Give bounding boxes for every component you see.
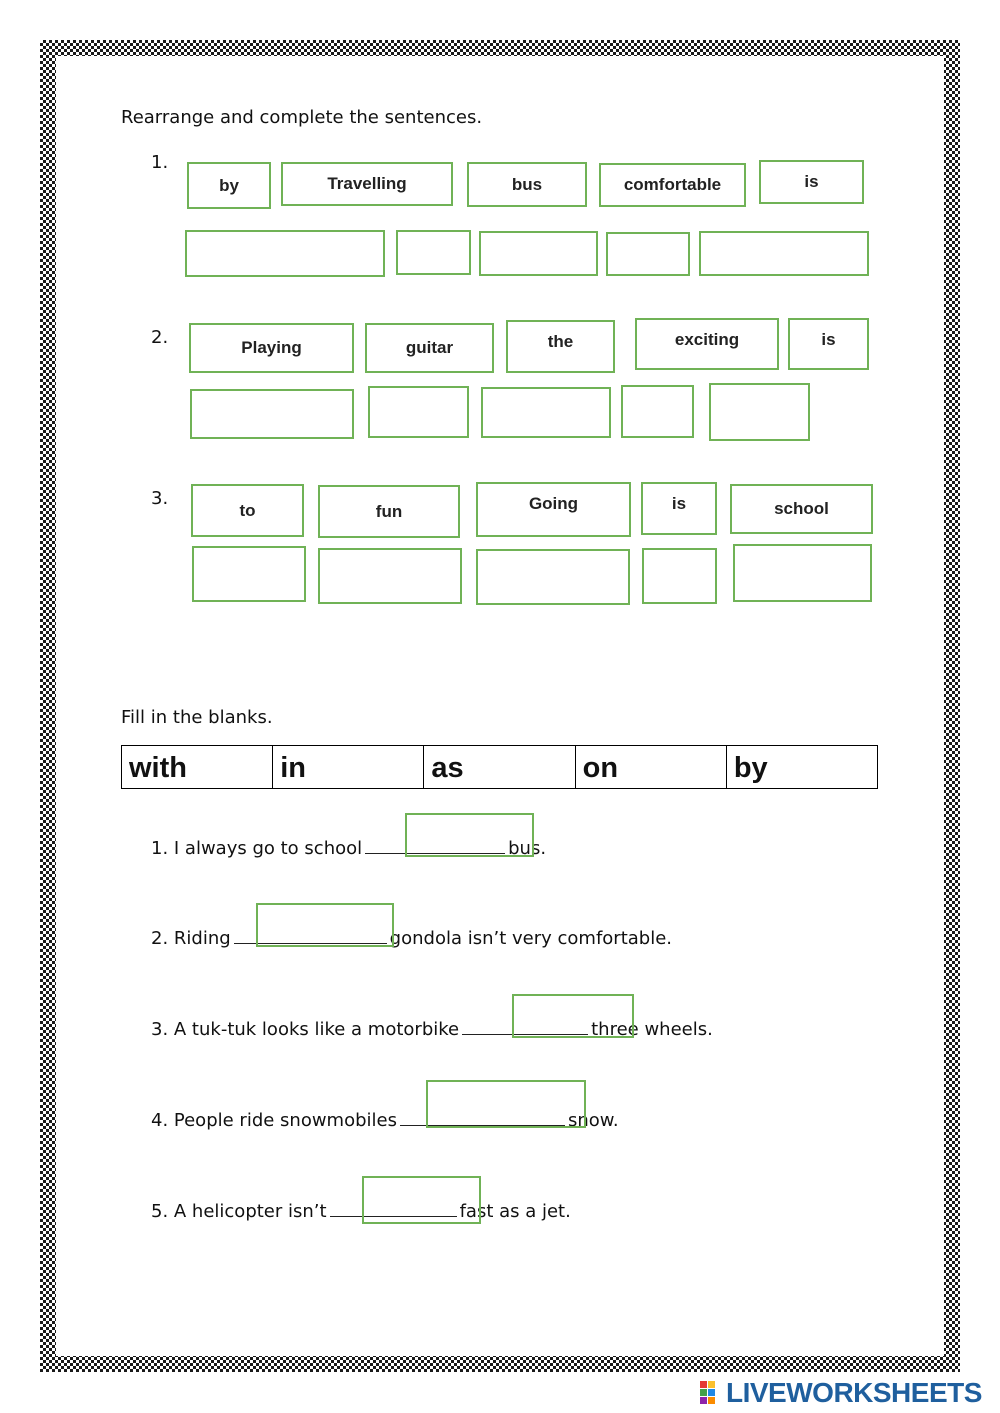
section-1-heading: Rearrange and complete the sentences. — [121, 107, 483, 128]
sentence-2-after: gondola isn’t very comfortable. — [389, 928, 673, 949]
answer-input-1[interactable] — [405, 813, 534, 857]
word-tile[interactable]: school — [730, 484, 873, 534]
drop-slot[interactable] — [709, 383, 810, 441]
drop-slot[interactable] — [185, 230, 385, 277]
word-bank-table — [121, 745, 878, 789]
word-bank-cell: on — [576, 746, 727, 788]
drop-slot[interactable] — [476, 549, 630, 605]
word-bank-cell: with — [122, 746, 273, 788]
sentence-2-before: 2. Riding — [151, 928, 231, 949]
logo-text: LIVEWORKSHEETS — [726, 1377, 982, 1408]
sentence-1-before: 1. I always go to school — [151, 838, 363, 859]
word-bank-cell: in — [273, 746, 424, 788]
word-tile[interactable]: exciting — [635, 318, 779, 370]
sentence-5-after: fast as a jet. — [459, 1201, 571, 1222]
answer-input-3[interactable] — [512, 994, 634, 1038]
drop-slot[interactable] — [481, 387, 611, 438]
answer-input-2[interactable] — [256, 903, 394, 947]
drop-slot[interactable] — [368, 386, 469, 438]
word-tile[interactable]: by — [187, 162, 271, 209]
drop-slot[interactable] — [733, 544, 872, 602]
word-tile[interactable]: to — [191, 484, 304, 537]
item-2-number: 2. — [151, 327, 169, 348]
sentence-1-after: bus. — [508, 838, 547, 859]
answer-input-5[interactable] — [362, 1176, 481, 1224]
drop-slot[interactable] — [190, 389, 354, 439]
word-tile[interactable]: is — [759, 160, 864, 204]
sentence-5 — [151, 1201, 571, 1222]
drop-slot[interactable] — [318, 548, 462, 604]
drop-slot[interactable] — [479, 231, 598, 276]
liveworksheets-logo[interactable] — [700, 1378, 982, 1408]
word-bank-cell: by — [733, 752, 768, 784]
section-2-heading: Fill in the blanks. — [121, 707, 273, 728]
liveworksheets-logo-icon — [700, 1381, 722, 1405]
item-3-number: 3. — [151, 488, 169, 509]
word-tile[interactable]: is — [788, 318, 869, 370]
sentence-5-before: 5. A helicopter isn’t — [151, 1201, 327, 1222]
sentence-4-before: 4. People ride snowmobiles — [151, 1110, 397, 1131]
word-tile[interactable]: comfortable — [599, 163, 746, 207]
drop-slot[interactable] — [192, 546, 306, 602]
word-tile[interactable]: is — [641, 482, 717, 535]
word-tile[interactable]: guitar — [365, 323, 494, 373]
word-tile[interactable]: Playing — [189, 323, 354, 373]
sentence-4-after: snow. — [568, 1110, 619, 1131]
drop-slot[interactable] — [642, 548, 717, 604]
item-1-number: 1. — [151, 152, 169, 173]
sentence-3-after: three wheels. — [591, 1019, 713, 1040]
drop-slot[interactable] — [621, 385, 694, 438]
word-tile[interactable]: bus — [467, 162, 587, 207]
word-tile[interactable]: the — [506, 320, 615, 373]
word-tile[interactable]: fun — [318, 485, 460, 538]
answer-input-4[interactable] — [426, 1080, 586, 1128]
word-tile[interactable]: Going — [476, 482, 631, 537]
drop-slot[interactable] — [606, 232, 690, 276]
drop-slot[interactable] — [396, 230, 471, 275]
drop-slot[interactable] — [699, 231, 869, 276]
word-bank-cell: as — [424, 746, 575, 788]
sentence-3-before: 3. A tuk-tuk looks like a motorbike — [151, 1019, 460, 1040]
word-tile[interactable]: Travelling — [281, 162, 453, 206]
sentence-2 — [151, 928, 672, 949]
